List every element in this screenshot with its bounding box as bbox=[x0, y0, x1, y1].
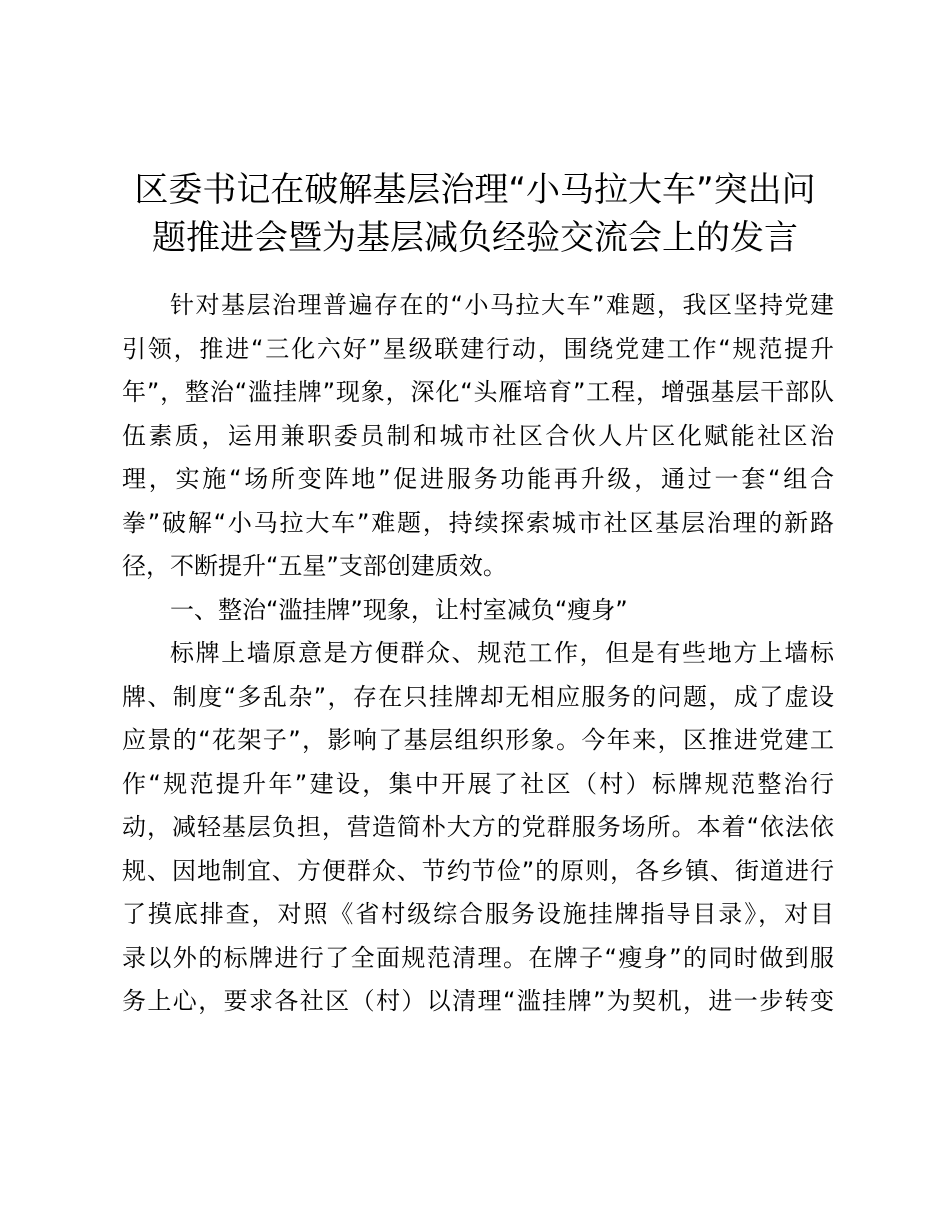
paragraph-line: 标牌上墙原意是方便群众、规范工作，但是有些地方上墙标 bbox=[170, 639, 834, 667]
paragraph-line: 动，减轻基层负担，营造简朴大方的党群服务场所。本着“依法依 bbox=[122, 813, 834, 841]
document-title bbox=[120, 166, 830, 262]
paragraph-line: 作“规范提升年”建设，集中开展了社区（村）标牌规范整治行 bbox=[122, 769, 834, 798]
paragraph-line: 理，实施“场所变阵地”促进服务功能再升级，通过一套“组合 bbox=[122, 465, 834, 493]
paragraph-line: 务上心，要求各社区（村）以清理“滥挂牌”为契机，进一步转变 bbox=[122, 987, 834, 1015]
paragraph-line: 引领，推进“三化六好”星级联建行动，围绕党建工作“规范提升 bbox=[122, 334, 834, 363]
paragraph-line: 牌、制度“多乱杂”，存在只挂牌却无相应服务的问题，成了虚设 bbox=[122, 682, 834, 711]
paragraph-line: 针对基层治理普遍存在的“小马拉大车”难题，我区坚持党建 bbox=[170, 291, 834, 319]
paragraph-line: 录以外的标牌进行了全面规范清理。在牌子“瘦身”的同时做到服 bbox=[122, 943, 834, 972]
section-heading: 一、整治“滥挂牌”现象，让村室减负“瘦身” bbox=[170, 595, 628, 624]
title-line-2: 题推进会暨为基层减负经验交流会上的发言 bbox=[152, 218, 798, 258]
paragraph-line: 规、因地制宜、方便群众、节约节俭”的原则，各乡镇、街道进行 bbox=[122, 856, 834, 885]
paragraph-line: 伍素质，运用兼职委员制和城市社区合伙人片区化赋能社区治 bbox=[122, 421, 834, 450]
paragraph-2 bbox=[122, 632, 834, 1024]
document-body bbox=[122, 284, 834, 1024]
paragraph-line: 应景的“花架子”，影响了基层组织形象。今年来，区推进党建工 bbox=[122, 726, 834, 754]
paragraph-1 bbox=[122, 284, 834, 589]
paragraph-line: 了摸底排查，对照《省村级综合服务设施挂牌指导目录》，对目 bbox=[122, 900, 834, 928]
paragraph-line: 径，不断提升“五星”支部创建质效。 bbox=[122, 552, 507, 580]
paragraph-line: 拳”破解“小马拉大车”难题，持续探索城市社区基层治理的新路 bbox=[122, 508, 834, 537]
paragraph-line: 年”，整治“滥挂牌”现象，深化“头雁培育”工程，增强基层干部队 bbox=[122, 378, 834, 406]
title-line-1: 区委书记在破解基层治理“小马拉大车”突出问 bbox=[134, 170, 816, 210]
